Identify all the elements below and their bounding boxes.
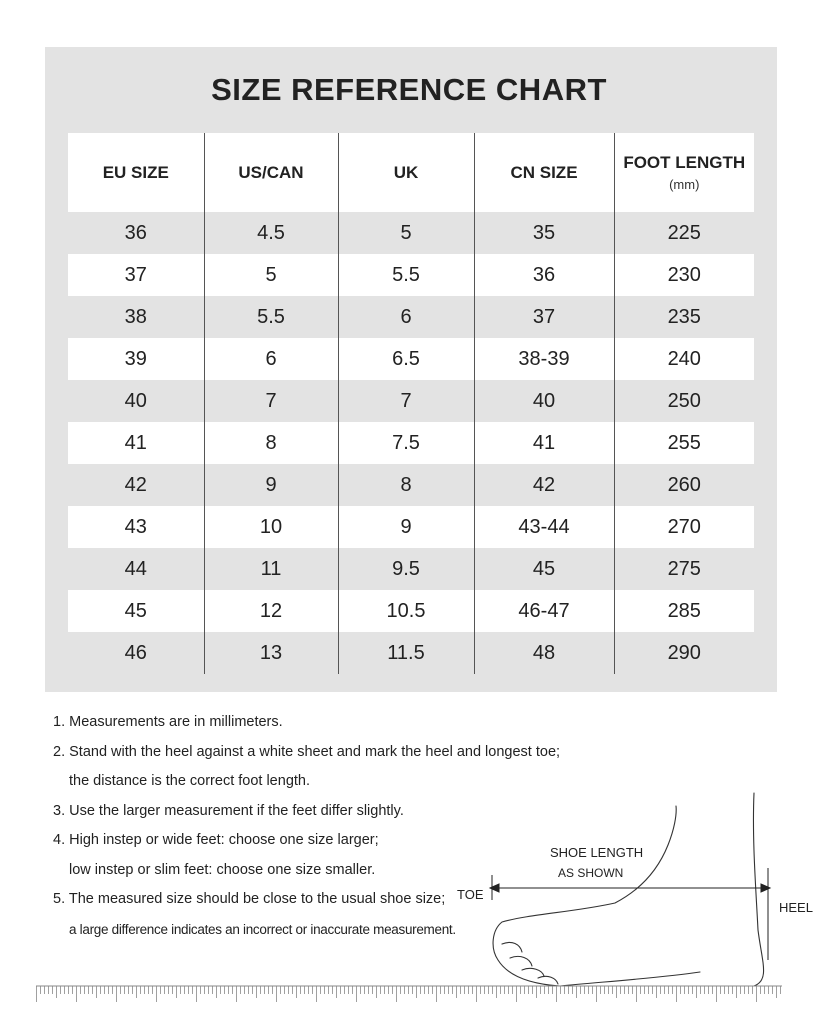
cell-cn-size: 37: [474, 296, 614, 338]
cell-us-can: 10: [204, 506, 338, 548]
cell-eu-size: 45: [68, 590, 204, 632]
as-shown-label: AS SHOWN: [558, 866, 624, 880]
cell-eu-size: 46: [68, 632, 204, 674]
cell-eu-size: 39: [68, 338, 204, 380]
cell-us-can: 4.5: [204, 212, 338, 254]
note-3: 3. Use the larger measurement if the feet differ slightly.: [53, 802, 404, 819]
cell-foot-length: 240: [614, 338, 754, 380]
cell-uk: 6.5: [338, 338, 474, 380]
table-row: [68, 632, 754, 674]
toe-line-2: [510, 956, 532, 966]
table-row: [68, 422, 754, 464]
table-row: [68, 338, 754, 380]
cell-us-can: 5: [204, 254, 338, 296]
cell-foot-length: 285: [614, 590, 754, 632]
chart-title: SIZE REFERENCE CHART: [211, 72, 607, 107]
cell-us-can: 7: [204, 380, 338, 422]
cell-cn-size: 36: [474, 254, 614, 296]
cell-uk: 5: [338, 212, 474, 254]
cell-foot-length: 260: [614, 464, 754, 506]
note-5: 5. The measured size should be close to the usual shoe size;: [53, 891, 446, 907]
toe-label: TOE: [457, 887, 484, 902]
cell-eu-size: 38: [68, 296, 204, 338]
note-2-continued: the distance is the correct foot length.: [69, 773, 310, 789]
foot-arch-line: [560, 972, 700, 986]
note-2: 2. Stand with the heel against a white sheet and mark the heel and longest toe;: [53, 743, 561, 760]
table-header-row: [68, 133, 754, 212]
note-1: 1. Measurements are in millimeters.: [53, 714, 283, 730]
cell-us-can: 11: [204, 548, 338, 590]
cell-foot-length: 235: [614, 296, 754, 338]
cell-eu-size: 43: [68, 506, 204, 548]
table-row: [68, 212, 754, 254]
cell-cn-size: 45: [474, 548, 614, 590]
header-cn-size: CN SIZE: [474, 133, 614, 212]
note-4-continued: low instep or slim feet: choose one size smaller.: [69, 861, 376, 878]
arrow-left-icon: [490, 884, 499, 892]
table-row: [68, 590, 754, 632]
cell-eu-size: 37: [68, 254, 204, 296]
cell-cn-size: 41: [474, 422, 614, 464]
cell-uk: 7: [338, 380, 474, 422]
cell-cn-size: 42: [474, 464, 614, 506]
cell-cn-size: 46-47: [474, 590, 614, 632]
cell-eu-size: 40: [68, 380, 204, 422]
header-foot-length: FOOT LENGTH (mm): [614, 133, 754, 212]
cell-us-can: 12: [204, 590, 338, 632]
cell-cn-size: 43-44: [474, 506, 614, 548]
cell-cn-size: 40: [474, 380, 614, 422]
header-eu-size: EU SIZE: [68, 133, 204, 212]
shoe-length-label: SHOE LENGTH: [550, 845, 644, 860]
foot-diagram: [480, 790, 780, 990]
cell-us-can: 9: [204, 464, 338, 506]
ruler-icon: [36, 985, 782, 1005]
table-row: [68, 464, 754, 506]
cell-foot-length: 230: [614, 254, 754, 296]
toe-line-3: [522, 968, 544, 976]
cell-eu-size: 44: [68, 548, 204, 590]
cell-us-can: 5.5: [204, 296, 338, 338]
note-5-continued: a large difference indicates an incorrect or inaccurate measurement.: [69, 921, 456, 937]
cell-eu-size: 41: [68, 422, 204, 464]
cell-foot-length: 255: [614, 422, 754, 464]
cell-cn-size: 35: [474, 212, 614, 254]
cell-uk: 7.5: [338, 422, 474, 464]
cell-foot-length: 250: [614, 380, 754, 422]
arrow-right-icon: [761, 884, 770, 892]
cell-eu-size: 36: [68, 212, 204, 254]
cell-us-can: 6: [204, 338, 338, 380]
cell-foot-length: 290: [614, 632, 754, 674]
toe-line-1: [502, 942, 522, 952]
table-row: [68, 254, 754, 296]
cell-us-can: 8: [204, 422, 338, 464]
table-body: [68, 212, 754, 674]
table-row: [68, 380, 754, 422]
cell-uk: 10.5: [338, 590, 474, 632]
header-foot-length-unit: (mm): [669, 177, 700, 192]
heel-label: HEEL: [779, 900, 813, 915]
header-us-can: US/CAN: [204, 133, 338, 212]
table-row: [68, 548, 754, 590]
cell-eu-size: 42: [68, 464, 204, 506]
cell-uk: 9: [338, 506, 474, 548]
table-row: [68, 296, 754, 338]
note-4: 4. High instep or wide feet: choose one size larger;: [53, 832, 379, 848]
cell-cn-size: 38-39: [474, 338, 614, 380]
toe-line-4: [538, 976, 558, 984]
cell-us-can: 13: [204, 632, 338, 674]
cell-uk: 9.5: [338, 548, 474, 590]
cell-foot-length: 275: [614, 548, 754, 590]
cell-uk: 6: [338, 296, 474, 338]
cell-uk: 8: [338, 464, 474, 506]
foot-outline-icon: [493, 793, 764, 986]
cell-cn-size: 48: [474, 632, 614, 674]
table-row: [68, 506, 754, 548]
cell-foot-length: 270: [614, 506, 754, 548]
cell-uk: 11.5: [338, 632, 474, 674]
cell-uk: 5.5: [338, 254, 474, 296]
header-uk: UK: [338, 133, 474, 212]
size-table: [68, 133, 754, 674]
cell-foot-length: 225: [614, 212, 754, 254]
